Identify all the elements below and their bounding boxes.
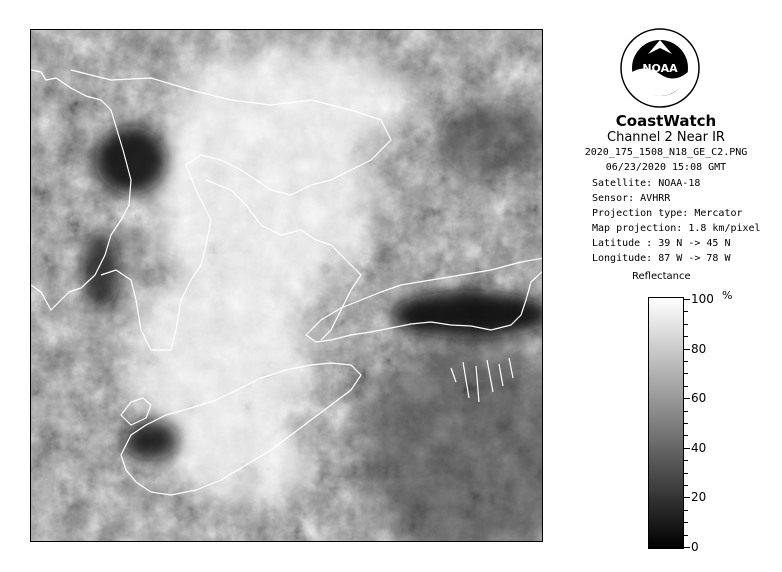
- colorbar-minor-tick: [684, 311, 688, 312]
- logo-text: NOAA: [642, 62, 678, 75]
- colorbar-minor-tick: [684, 460, 688, 461]
- colorbar-tick-label: 20: [691, 490, 707, 504]
- colorbar-minor-tick: [684, 485, 688, 486]
- colorbar-minor-tick: [684, 535, 688, 536]
- colorbar-minor-tick: [684, 411, 688, 412]
- image-datetime: 06/23/2020 15:08 GMT: [605, 162, 727, 173]
- colorbar-major-tick: [684, 398, 690, 399]
- colorbar-minor-tick: [684, 336, 688, 337]
- channel-subtitle: Channel 2 Near IR: [607, 130, 725, 145]
- sensor-label: Sensor: AVHRR: [592, 193, 671, 204]
- colorbar-minor-tick: [684, 373, 688, 374]
- satellite-label: Satellite: NOAA-18: [592, 178, 701, 189]
- colorbar-tick-label: 100: [691, 292, 714, 306]
- legend-label: Reflectance: [632, 271, 691, 282]
- noaa-seal-icon: [620, 28, 700, 108]
- projection-type-label: Projection type: Mercator: [592, 208, 743, 219]
- latitude-label: Latitude : 39 N -> 45 N: [592, 238, 731, 249]
- app-title: CoastWatch: [615, 112, 717, 130]
- colorbar-tick-label: 0: [691, 540, 699, 554]
- colorbar-major-tick: [684, 448, 690, 449]
- colorbar-tick-label: 40: [691, 441, 707, 455]
- reflectance-colorbar: [648, 297, 684, 549]
- colorbar-minor-tick: [684, 423, 688, 424]
- legend-unit: %: [722, 289, 733, 302]
- colorbar-minor-tick: [684, 435, 688, 436]
- colorbar-major-tick: [684, 547, 690, 548]
- image-filename: 2020_175_1508_N18_GE_C2.PNG: [584, 147, 748, 158]
- colorbar-major-tick: [684, 299, 690, 300]
- colorbar-minor-tick: [684, 473, 688, 474]
- colorbar-major-tick: [684, 349, 690, 350]
- colorbar-tick-label: 80: [691, 342, 707, 356]
- satellite-map: [30, 29, 543, 542]
- colorbar-minor-tick: [684, 324, 688, 325]
- longitude-label: Longitude: 87 W -> 78 W: [592, 253, 731, 264]
- noaa-logo: [620, 28, 700, 108]
- map-projection-label: Map projection: 1.8 km/pixel: [592, 223, 761, 234]
- colorbar-major-tick: [684, 497, 690, 498]
- colorbar-minor-tick: [684, 522, 688, 523]
- colorbar-minor-tick: [684, 361, 688, 362]
- colorbar-minor-tick: [684, 386, 688, 387]
- colorbar-minor-tick: [684, 510, 688, 511]
- colorbar-tick-label: 60: [691, 391, 707, 405]
- map-svg: [31, 30, 543, 542]
